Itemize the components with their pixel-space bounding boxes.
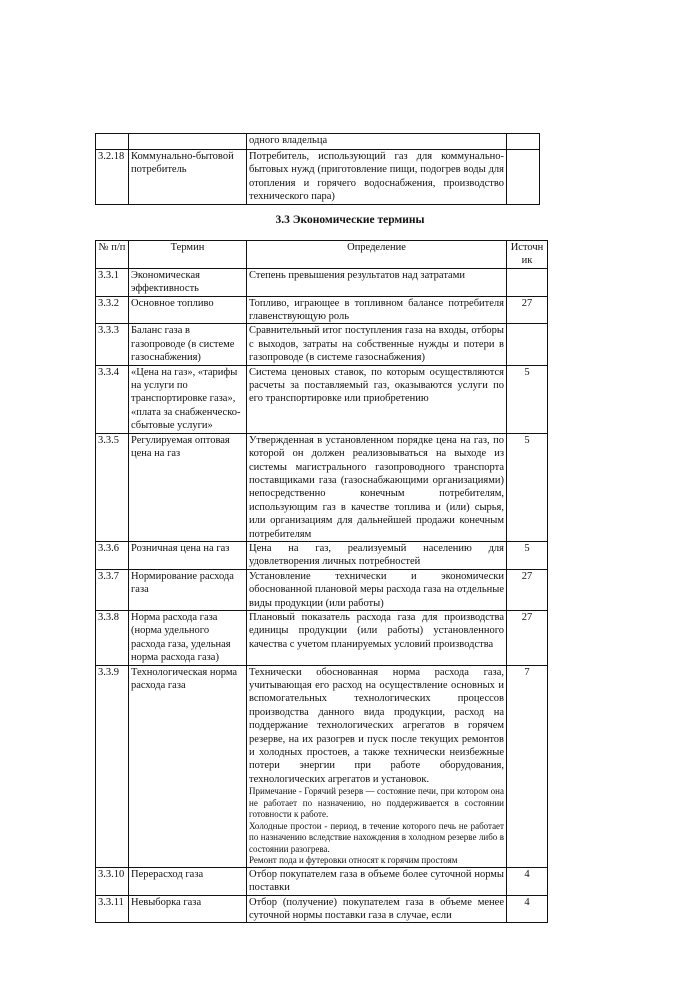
term-number: 3.3.9 bbox=[96, 665, 129, 867]
table-row bbox=[96, 610, 548, 665]
term-name: Регулируемая оптовая цена на газ bbox=[129, 433, 247, 541]
term-number: 3.2.18 bbox=[96, 150, 129, 205]
term-source: 7 bbox=[507, 665, 548, 867]
table-header-row bbox=[96, 241, 548, 269]
term-source bbox=[507, 268, 548, 296]
term-number: 3.3.4 bbox=[96, 365, 129, 433]
term-definition: Отбор (получение) покупателем газа в объеме менее суточной нормы поставки газа в случае, если bbox=[247, 895, 507, 923]
table-row bbox=[96, 324, 548, 365]
term-source: 4 bbox=[507, 867, 548, 895]
term-source: 5 bbox=[507, 365, 548, 433]
term-number: 3.3.1 bbox=[96, 268, 129, 296]
table-row bbox=[96, 895, 548, 923]
section-title: 3.3 Экономические термины bbox=[275, 214, 425, 226]
header-source: Источник bbox=[507, 241, 548, 269]
header-number: № п/п bbox=[96, 241, 129, 269]
term-number: 3.3.8 bbox=[96, 610, 129, 665]
term-name: Норма расхода газа (норма удельного расхода газа, удельная норма расхода газа) bbox=[129, 610, 247, 665]
table-row bbox=[96, 569, 548, 610]
term-name: Баланс газа в газопроводе (в системе газоснабжения) bbox=[129, 324, 247, 365]
term-name bbox=[129, 134, 247, 150]
table-row bbox=[96, 365, 548, 433]
table-row bbox=[96, 134, 540, 150]
table-row bbox=[96, 296, 548, 324]
term-number: 3.3.5 bbox=[96, 433, 129, 541]
term-source: 27 bbox=[507, 296, 548, 324]
term-number: 3.3.10 bbox=[96, 867, 129, 895]
term-definition: Установление технически и экономически обоснованной плановой меры расхода газа на отдельные виды продукции (или работы) bbox=[247, 569, 507, 610]
table-row bbox=[96, 541, 548, 569]
table-row bbox=[96, 867, 548, 895]
term-name: Основное топливо bbox=[129, 296, 247, 324]
term-source: 4 bbox=[507, 895, 548, 923]
term-source: 27 bbox=[507, 569, 548, 610]
table-row bbox=[96, 150, 540, 205]
term-name: Перерасход газа bbox=[129, 867, 247, 895]
term-number: 3.3.11 bbox=[96, 895, 129, 923]
term-source bbox=[507, 150, 540, 205]
term-note: Ремонт пода и футеровки относят к горячим простоям bbox=[249, 855, 458, 866]
term-definition: Система ценовых ставок, по которым осуществляются расчеты за поставляемый газ, оказываются услуги по его транспортировке или приобретению bbox=[247, 365, 507, 433]
term-definition: Цена на газ, реализуемый населению для удовлетворения личных потребностей bbox=[247, 541, 507, 569]
term-source: 27 bbox=[507, 610, 548, 665]
term-source bbox=[507, 134, 540, 150]
term-number: 3.3.2 bbox=[96, 296, 129, 324]
term-definition: Сравнительный итог поступления газа на входы, отборы с выходов, затраты на собственные нужды и потери в газопроводе (в системе газоснабжения) bbox=[247, 324, 507, 365]
table-row bbox=[96, 268, 548, 296]
header-definition: Определение bbox=[247, 241, 507, 269]
term-definition: Плановый показатель расхода газа для производства единицы продукции (или работы) установленного качества с учетом планируемых условий производства bbox=[247, 610, 507, 665]
term-definition: Потребитель, использующий газ для коммунально-бытовых нужд (приготовление пищи, подогрев воды для отопления и горячего водоснабжения, производство технического пара) bbox=[247, 150, 507, 205]
term-number: 3.3.3 bbox=[96, 324, 129, 365]
term-source: 5 bbox=[507, 541, 548, 569]
term-name: Коммунально-бытовой потребитель bbox=[129, 150, 247, 205]
term-source bbox=[507, 324, 548, 365]
term-name: Розничная цена на газ bbox=[129, 541, 247, 569]
term-note: Примечание - Горячий резерв — состояние печи, при котором она не работает по назначению, но поддерживается в состоянии готовности к работе. bbox=[249, 786, 504, 820]
term-definition: Степень превышения результатов над затратами bbox=[247, 268, 507, 296]
term-name: Нормирование расхода газа bbox=[129, 569, 247, 610]
term-definition: Отбор покупателем газа в объеме более суточной нормы поставки bbox=[247, 867, 507, 895]
term-name: Экономическая эффективность bbox=[129, 268, 247, 296]
term-number: 3.3.7 bbox=[96, 569, 129, 610]
term-number bbox=[96, 134, 129, 150]
term-definition: Топливо, играющее в топливном балансе потребителя главенствующую роль bbox=[247, 296, 507, 324]
continuation-table bbox=[95, 133, 540, 205]
term-definition-cell bbox=[247, 665, 507, 867]
term-source: 5 bbox=[507, 433, 548, 541]
table-row bbox=[96, 665, 548, 867]
term-name: Технологическая норма расхода газа bbox=[129, 665, 247, 867]
term-definition: Утвержденная в установленном порядке цена на газ, по которой он должен реализовываться на выходе из системы магистрального газопроводного транспорта поставщиками газа (газоснабжающими организациями) непосредственно конечным потребителям, использующим газ в качестве топлива и (или) сырья, или организациям для дальнейшей продажи конечным потребителям bbox=[247, 433, 507, 541]
terms-table bbox=[95, 240, 548, 923]
term-definition: одного владельца bbox=[247, 134, 507, 150]
term-name: «Цена на газ», «тарифы на услуги по транспортировке газа», «плата за снабженческо-сбытовые услуги» bbox=[129, 365, 247, 433]
term-note: Холодные простои - период, в течение которого печь не работает по назначению вследствие нахождения в холодном резерве либо в состоянии разогрева. bbox=[249, 820, 504, 854]
term-number: 3.3.6 bbox=[96, 541, 129, 569]
term-definition: Технически обоснованная норма расхода газа, учитывающая его расход на осуществление основных и вспомогательных технологических процессов производства данного вида продукции, расход на поддержание технологических агрегатов в горячем резерве, на их разогрев и пуск после текущих ремонтов и холодных простоев, а также технически неизбежные потери энергии при работе оборудования, технологических агрегатов и установок. bbox=[249, 666, 504, 785]
term-name: Невыборка газа bbox=[129, 895, 247, 923]
table-row bbox=[96, 433, 548, 541]
header-term: Термин bbox=[129, 241, 247, 269]
